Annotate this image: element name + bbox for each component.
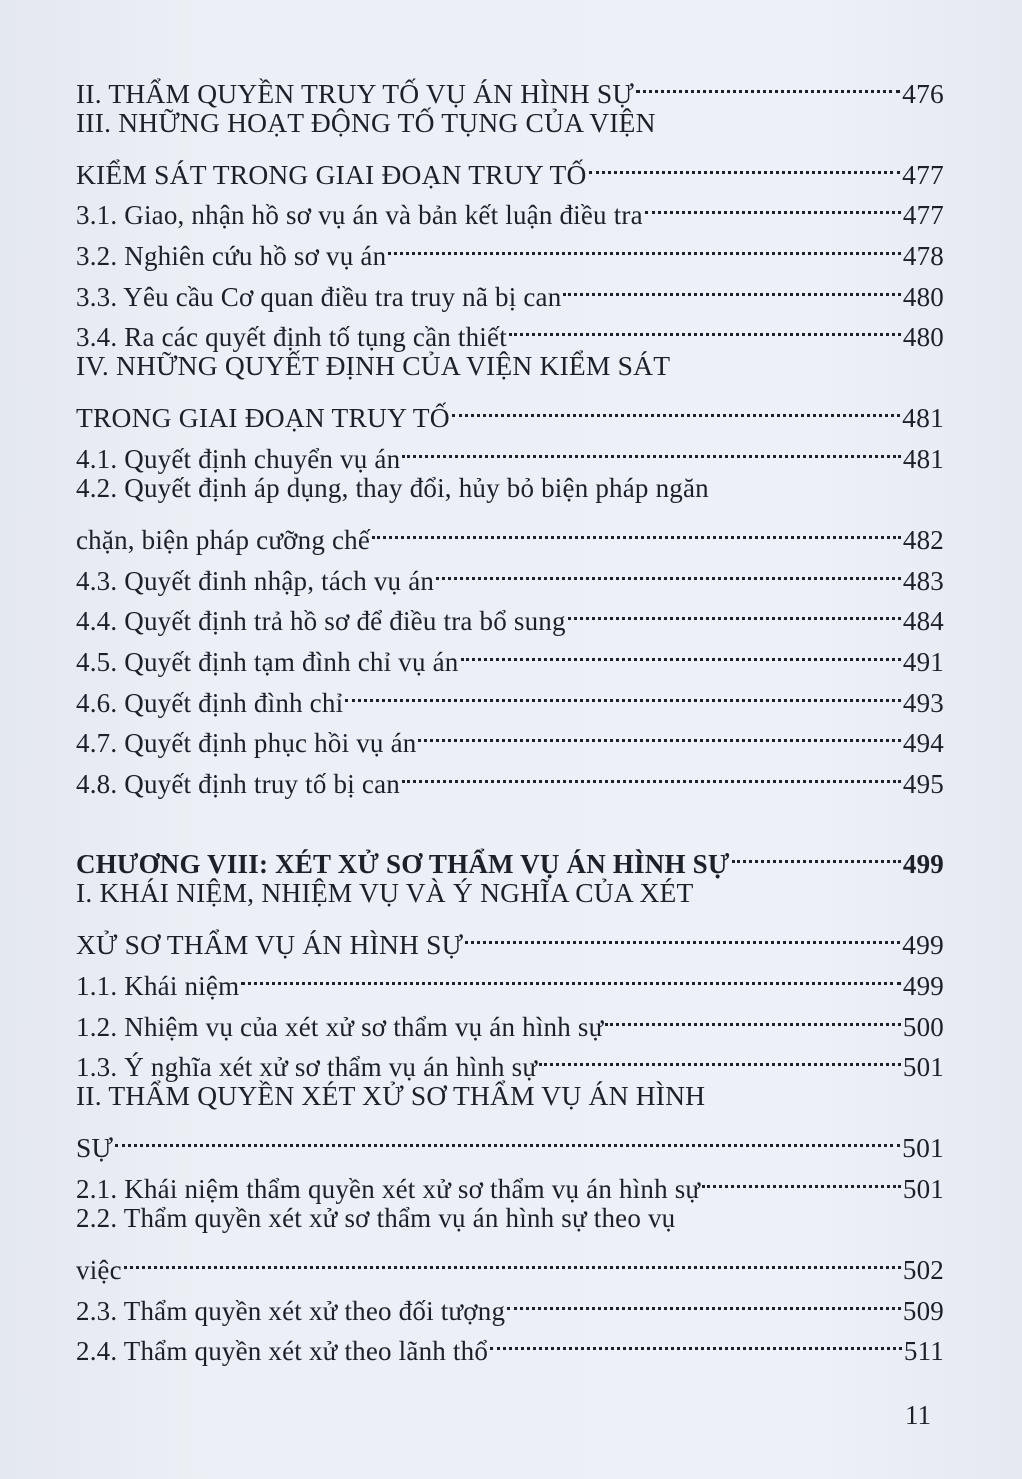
leader-dots — [388, 224, 901, 265]
leader-dots — [605, 995, 900, 1036]
toc-entry-page: 491 — [902, 646, 944, 677]
toc-entry-title: 4.8. Quyết định truy tố bị can — [76, 768, 400, 799]
leader-dots — [124, 1239, 901, 1280]
toc-entry-page: 481 — [902, 443, 944, 474]
toc-entry — [76, 1239, 944, 1286]
toc-entry-page: 484 — [902, 606, 944, 637]
toc-entry-title: 4.4. Quyết định trả hồ sơ để điều tra bổ sung — [76, 606, 566, 637]
toc-entry-page: 480 — [902, 281, 944, 312]
toc-entry-page: 502 — [902, 1255, 944, 1286]
toc-entry-title: III. NHỮNG HOẠT ĐỘNG TỐ TỤNG CỦA VIỆN — [76, 106, 656, 138]
leader-dots — [115, 1117, 900, 1158]
toc-entry-page: 482 — [902, 525, 944, 556]
toc-entry-title: 3.2. Nghiên cứu hồ sơ vụ án — [76, 240, 387, 271]
toc-entry-title: XỬ SƠ THẨM VỤ ÁN HÌNH SỰ — [76, 929, 464, 961]
leader-dots — [452, 387, 900, 428]
leader-dots — [465, 914, 900, 955]
toc-entry-title: 3.3. Yêu cầu Cơ quan điều tra truy nã bị can — [76, 281, 562, 312]
leader-dots — [509, 306, 901, 347]
leader-dots — [568, 590, 901, 631]
toc-entry-title: 2.1. Khái niệm thẩm quyền xét xử sơ thẩm vụ án hình sự — [76, 1174, 701, 1205]
toc-entry-title: KIỂM SÁT TRONG GIAI ĐOẠN TRUY TỐ — [76, 158, 587, 190]
toc-entry-page: 477 — [902, 200, 944, 231]
toc-entry-title: 3.1. Giao, nhận hồ sơ vụ án và bản kết luận điều tra — [76, 200, 643, 231]
toc-entry-page: 500 — [902, 1011, 944, 1042]
leader-dots — [645, 184, 901, 225]
leader-dots — [461, 630, 901, 671]
table-of-contents — [76, 62, 944, 1367]
toc-entry-page: 483 — [902, 565, 944, 596]
toc-entry-title: 3.4. Ra các quyết định tố tụng cần thiết — [76, 322, 507, 353]
toc-entry-page: 480 — [902, 322, 944, 353]
toc-entry-page: 493 — [902, 687, 944, 718]
toc-entry — [76, 387, 944, 434]
leader-dots — [732, 833, 901, 874]
toc-entry-title: 4.5. Quyết định tạm đình chỉ vụ án — [76, 646, 459, 677]
toc-entry-title: 2.2. Thẩm quyền xét xử sơ thẩm vụ án hình sự theo vụ — [76, 1203, 676, 1234]
toc-entry-title: chặn, biện pháp cưỡng chế — [76, 525, 371, 556]
toc-entry-page: 476 — [902, 77, 944, 109]
toc-entry-page: 501 — [902, 1132, 944, 1164]
toc-entry-page: 495 — [902, 768, 944, 799]
toc-entry-title: II. THẨM QUYỀN XÉT XỬ SƠ THẨM VỤ ÁN HÌNH — [76, 1080, 706, 1112]
toc-entry-page: 494 — [902, 728, 944, 759]
toc-entry-title: 4.1. Quyết định chuyển vụ án — [76, 443, 401, 474]
toc-entry — [76, 509, 944, 556]
toc-entry — [76, 62, 944, 109]
toc-entry — [76, 873, 944, 914]
toc-entry-title: TRONG GIAI ĐOẠN TRUY TỐ — [76, 402, 450, 434]
leader-dots — [241, 954, 901, 995]
leader-dots — [702, 1157, 901, 1198]
toc-entry-title: 1.1. Khái niệm — [76, 971, 240, 1002]
toc-entry-page: 478 — [902, 240, 944, 271]
toc-entry — [76, 914, 944, 961]
toc-entry — [76, 1198, 944, 1239]
chapter-page: 499 — [902, 849, 944, 880]
leader-dots — [372, 509, 901, 550]
toc-entry-page: 477 — [902, 158, 944, 190]
toc-entry-title: 1.3. Ý nghĩa xét xử sơ thẩm vụ án hình sự — [76, 1052, 538, 1083]
toc-entry-title: 4.2. Quyết định áp dụng, thay đổi, hủy bỏ biện pháp ngăn — [76, 472, 709, 503]
leader-dots — [563, 265, 900, 306]
toc-entry-title: 4.3. Quyết đinh nhập, tách vụ án — [76, 565, 435, 596]
toc-entry — [76, 143, 944, 190]
leader-dots — [490, 1320, 902, 1361]
toc-entry-title: 4.6. Quyết định đình chỉ — [76, 687, 344, 718]
toc-entry-title: việc — [76, 1255, 122, 1286]
toc-entry-page: 501 — [902, 1052, 944, 1083]
page-number: 11 — [905, 1400, 931, 1430]
toc-entry — [76, 1279, 944, 1326]
toc-entry-page: 511 — [903, 1336, 944, 1367]
toc-entry-title: 4.7. Quyết định phục hồi vụ án — [76, 728, 417, 759]
leader-dots — [402, 427, 901, 468]
toc-entry — [76, 468, 944, 509]
leader-dots — [402, 752, 901, 793]
toc-entry — [76, 346, 944, 387]
toc-entry-title: SỰ — [76, 1132, 114, 1164]
toc-entry-title: 2.3. Thẩm quyền xét xử theo đối tượng — [76, 1295, 506, 1326]
toc-entry-title: 2.4. Thẩm quyền xét xử theo lãnh thổ — [76, 1336, 489, 1367]
toc-entry — [76, 1117, 944, 1164]
toc-entry — [76, 1157, 944, 1205]
leader-dots — [418, 712, 900, 753]
leader-dots — [507, 1279, 901, 1320]
toc-entry-title: 1.2. Nhiệm vụ của xét xử sơ thẩm vụ án hình sự — [76, 1011, 604, 1042]
leader-dots — [636, 62, 900, 103]
toc-entry-title: II. THẨM QUYỀN TRUY TỐ VỤ ÁN HÌNH SỰ — [76, 77, 634, 109]
toc-entry-page: 481 — [902, 402, 944, 434]
toc-entry-page: 501 — [902, 1174, 944, 1205]
leader-dots — [436, 549, 901, 590]
leader-dots — [589, 143, 901, 184]
toc-entry-page: 499 — [902, 929, 944, 961]
chapter-heading — [76, 833, 944, 880]
leader-dots — [539, 1036, 901, 1077]
leader-dots — [345, 671, 901, 712]
toc-entry-page: 499 — [902, 971, 944, 1002]
toc-entry-page: 509 — [902, 1295, 944, 1326]
toc-entry — [76, 103, 944, 144]
toc-entry-title: IV. NHỮNG QUYẾT ĐỊNH CỦA VIỆN KIỂM SÁT — [76, 350, 671, 382]
toc-entry-title: I. KHÁI NIỆM, NHIỆM VỤ VÀ Ý NGHĨA CỦA XÉT — [76, 877, 694, 909]
toc-entry — [76, 1076, 944, 1117]
chapter-title: CHƯƠNG VIII: XÉT XỬ SƠ THẨM VỤ ÁN HÌNH SỰ — [76, 849, 730, 880]
